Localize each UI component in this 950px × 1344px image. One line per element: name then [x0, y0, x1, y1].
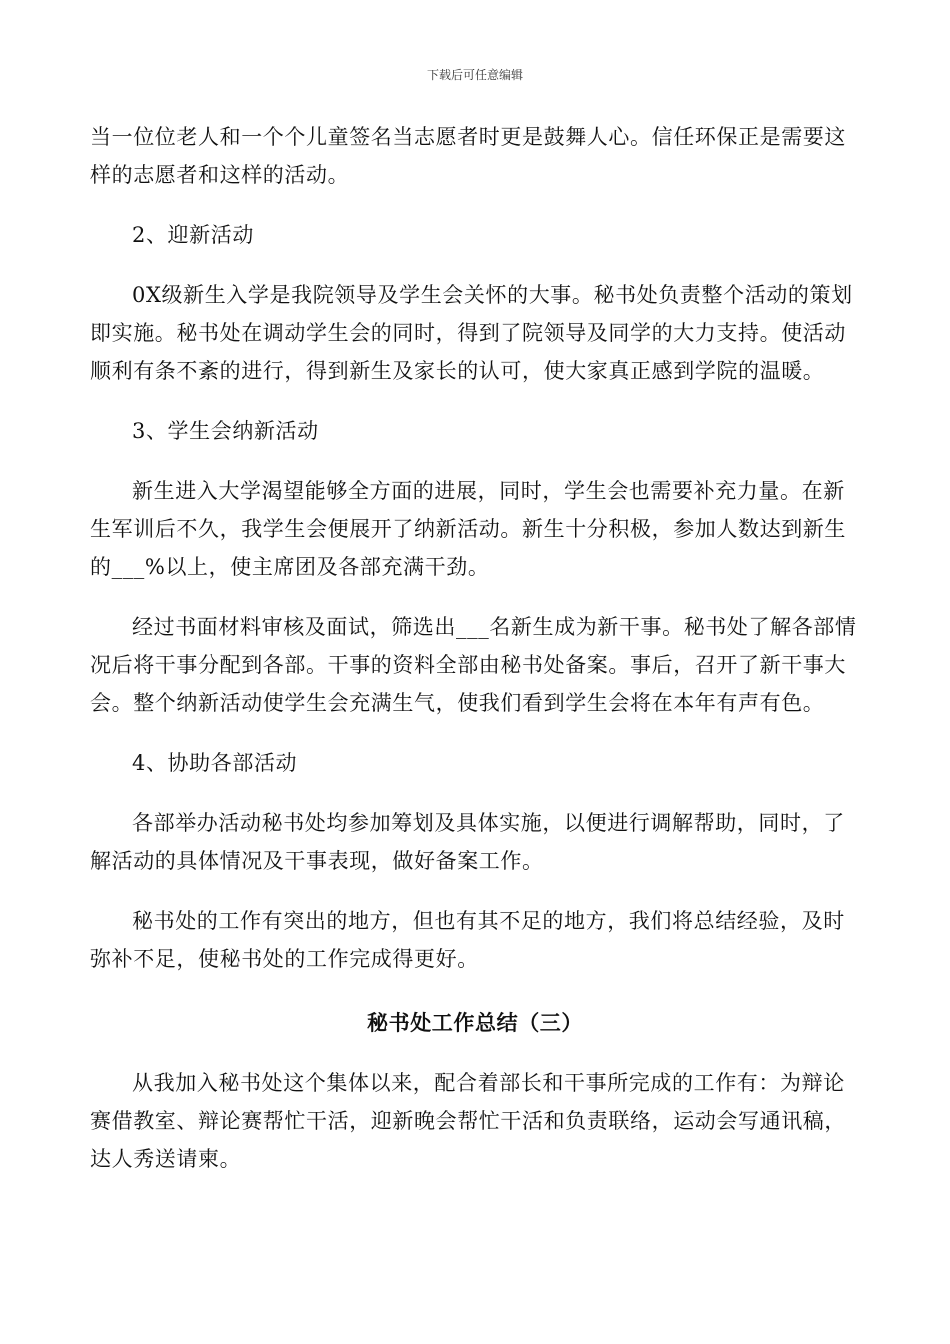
paragraph-assist-departments: 各部举办活动秘书处均参加筹划及具体实施，以便进行调解帮助，同时，了解活动的具体情况及干事表现，做好备案工作。 [90, 811, 845, 873]
heading-assist-departments: 4、协助各部活动 [132, 751, 298, 775]
paragraph-recruitment-2: 经过书面材料审核及面试，筛选出___名新生成为新干事。秘书处了解各部情况后将干事分配到各部。干事的资料全部由秘书处备案。事后，召开了新干事大会。整个纳新活动使学生会充满生气，使我们看到学生会将在本年有声有色。 [90, 615, 857, 715]
heading-welcome-activity: 2、迎新活动 [132, 223, 254, 247]
paragraph-welcome-activity: 0X级新生入学是我院领导及学生会关怀的大事。秘书处负责整个活动的策划即实施。秘书处在调动学生会的同时，得到了院领导及同学的大力支持。使活动顺利有条不紊的进行，得到新生及家长的认可，使大家真正感到学院的温暖。 [90, 283, 853, 383]
paragraph-recruitment-1: 新生进入大学渴望能够全方面的进展，同时，学生会也需要补充力量。在新生军训后不久，我学生会便展开了纳新活动。新生十分积极，参加人数达到新生的___%以上，使主席团及各部充满干劲。 [90, 479, 846, 579]
paragraph-summary-three: 从我加入秘书处这个集体以来，配合着部长和干事所完成的工作有：为辩论赛借教室、辩论赛帮忙干活，迎新晚会帮忙干活和负责联络，运动会写通讯稿，达人秀送请柬。 [90, 1071, 846, 1171]
page-header-note: 下载后可任意编辑 [426, 68, 523, 82]
heading-recruitment-activity: 3、学生会纳新活动 [132, 419, 319, 443]
document-body [90, 118, 860, 1178]
section-title: 秘书处工作总结（三） [367, 1010, 583, 1035]
paragraph-conclusion: 秘书处的工作有突出的地方，但也有其不足的地方，我们将总结经验，及时弥补不足，使秘书处的工作完成得更好。 [90, 909, 845, 971]
paragraph-volunteers: 当一位位老人和一个个儿童签名当志愿者时更是鼓舞人心。信任环保正是需要这样的志愿者和这样的活动。 [90, 125, 846, 187]
